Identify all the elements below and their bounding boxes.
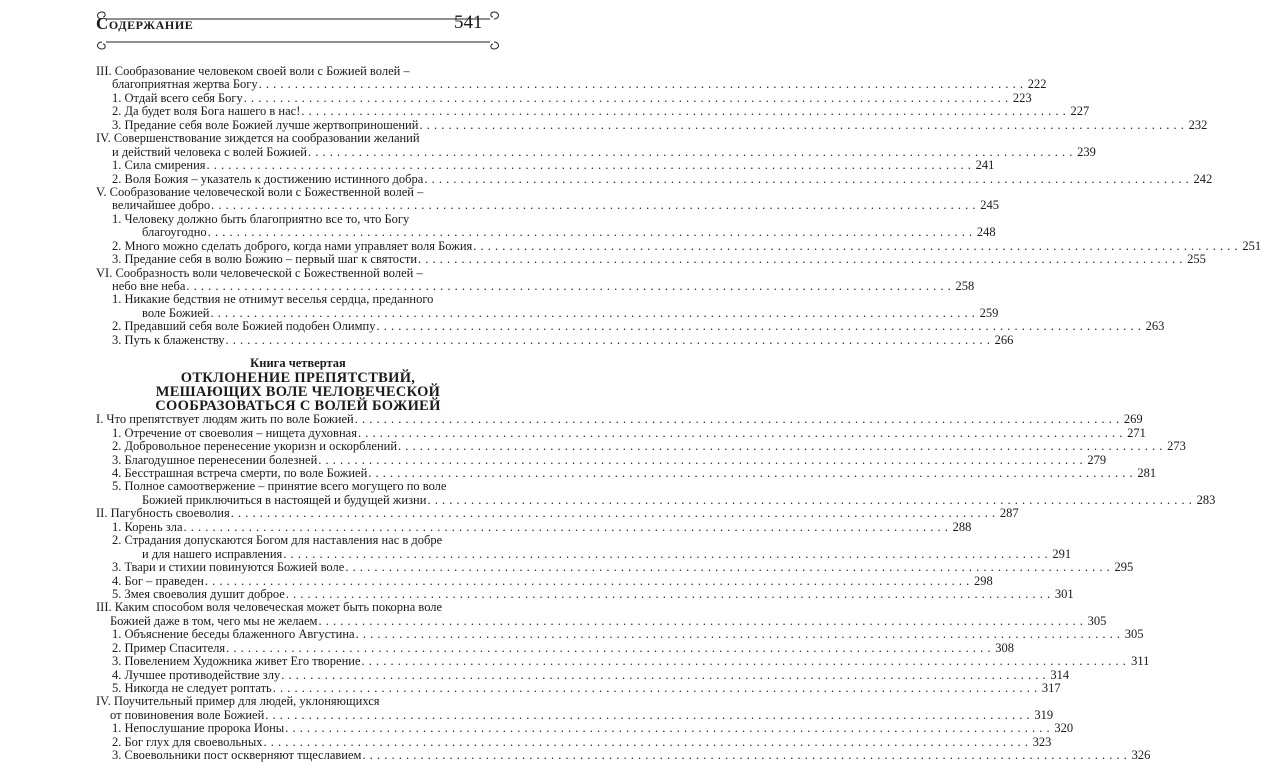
dot-leader bbox=[356, 628, 1121, 641]
toc-entry-text: 2. Да будет воля Бога нашего в нас! bbox=[112, 104, 301, 119]
toc-entry-text: 2. Предавший себя воле Божией подобен Олимпу bbox=[112, 319, 376, 334]
toc-entry bbox=[96, 117, 1208, 132]
dot-leader bbox=[186, 280, 951, 293]
toc-entry-page: 320 bbox=[1054, 721, 1074, 736]
toc-entry bbox=[96, 654, 1150, 669]
toc-entry bbox=[96, 267, 500, 280]
toc-entry bbox=[96, 132, 500, 145]
toc-entry-page: 287 bbox=[999, 506, 1019, 521]
dot-leader bbox=[355, 413, 1120, 426]
toc-entry-text: благоугодно bbox=[142, 225, 207, 240]
dot-leader bbox=[211, 307, 976, 320]
toc-entry-text: 2. Бог глух для своевольных bbox=[112, 734, 263, 749]
dot-leader bbox=[226, 642, 991, 655]
toc-entry bbox=[96, 721, 1074, 736]
dot-leader bbox=[368, 467, 1133, 480]
toc-entry-text: 1. Корень зла bbox=[112, 519, 183, 534]
book-label: Книга четвертая bbox=[250, 356, 346, 371]
toc-entry bbox=[96, 293, 500, 306]
toc-entry-page: 279 bbox=[1087, 452, 1107, 467]
dot-leader bbox=[205, 575, 970, 588]
dot-leader bbox=[473, 240, 1238, 253]
dot-leader bbox=[362, 655, 1127, 668]
toc-entry-page: 273 bbox=[1167, 439, 1186, 454]
dot-leader bbox=[419, 119, 1184, 132]
toc-entry-page: 319 bbox=[1034, 707, 1054, 722]
toc-entry bbox=[96, 492, 1216, 507]
toc-entry bbox=[96, 573, 993, 588]
toc-entry-page: 281 bbox=[1137, 466, 1157, 480]
toc-entry bbox=[96, 332, 1014, 347]
toc-entry bbox=[96, 480, 500, 493]
page-number: 541 bbox=[454, 12, 483, 33]
toc-entry bbox=[96, 305, 999, 320]
toc-entry-text: 2. Страдания допускаются Богом для наставления нас в добре bbox=[112, 533, 443, 548]
dot-leader bbox=[285, 722, 1050, 735]
toc-entry-text: IV. Совершенствование зиждется на сообразовании желаний bbox=[96, 131, 420, 146]
toc-entry bbox=[96, 319, 1165, 334]
toc-entry-page: 301 bbox=[1054, 586, 1074, 601]
toc-entry bbox=[96, 601, 500, 614]
toc-entry bbox=[96, 225, 996, 240]
toc-entry bbox=[96, 412, 1143, 427]
toc-entry-text: 4. Лучшее противодействие злу bbox=[112, 667, 281, 682]
toc-entry-page: 305 bbox=[1087, 613, 1107, 628]
toc-entry bbox=[96, 158, 995, 173]
toc-entry bbox=[96, 613, 1107, 628]
toc-entry-text: 5. Никогда не следует роптать bbox=[112, 681, 272, 695]
toc-entry bbox=[96, 586, 1074, 601]
dot-leader bbox=[273, 682, 1038, 695]
dot-leader bbox=[207, 159, 972, 172]
book-title-line-2: МЕШАЮЩИХ ВОЛЕ ЧЕЛОВЕЧЕСКОЙ bbox=[155, 383, 441, 400]
toc-entry-page: 271 bbox=[1127, 425, 1146, 440]
toc-entry-text: Божией даже в том, чего мы не желаем bbox=[110, 613, 318, 628]
toc-entry-page: 311 bbox=[1131, 654, 1150, 669]
dot-leader bbox=[283, 548, 1048, 561]
toc-entry-text: III. Сообразование человеком своей воли с Божией волей – bbox=[96, 64, 410, 78]
dot-leader bbox=[308, 146, 1073, 159]
table-of-contents bbox=[96, 64, 1261, 763]
toc-entry-text: 3. Предание себя в волю Божию – первый шаг к святости bbox=[112, 252, 418, 267]
toc-entry bbox=[96, 186, 500, 199]
toc-entry-page: 232 bbox=[1188, 117, 1208, 132]
toc-entry-text: I. Что препятствует людям жить по воле Божией bbox=[96, 412, 354, 427]
dot-leader bbox=[184, 521, 949, 534]
toc-entry-page: 305 bbox=[1124, 627, 1144, 642]
toc-entry-text: II. Пагубность своеволия bbox=[96, 506, 230, 521]
toc-entry-page: 251 bbox=[1242, 238, 1261, 253]
toc-entry bbox=[96, 640, 1014, 655]
toc-entry-text: 1. Отречение от своеволия – нищета духовная bbox=[112, 425, 357, 440]
dot-leader bbox=[424, 173, 1189, 186]
toc-entry bbox=[96, 560, 1134, 575]
toc-entry bbox=[96, 279, 975, 293]
toc-entry-page: 291 bbox=[1052, 546, 1072, 561]
toc-entry-page: 317 bbox=[1041, 681, 1061, 695]
toc-entry-text: 5. Змея своеволия душит доброе bbox=[112, 586, 285, 601]
toc-entry bbox=[96, 104, 1090, 119]
toc-entry bbox=[96, 452, 1107, 467]
toc-entry bbox=[96, 748, 1151, 763]
toc-entry-text: VI. Сообразность воли человеческой с Божественной волей – bbox=[96, 265, 423, 280]
toc-entry-text: небо вне неба bbox=[112, 279, 186, 293]
toc-entry-page: 248 bbox=[976, 225, 996, 240]
toc-entry-page: 288 bbox=[952, 519, 972, 534]
toc-entry-page: 239 bbox=[1077, 144, 1096, 159]
toc-entry-page: 295 bbox=[1114, 560, 1134, 575]
toc-entry bbox=[96, 546, 1072, 561]
toc-entry-text: 3. Предание себя воле Божией лучше жертвоприношений bbox=[112, 117, 419, 132]
toc-entry bbox=[96, 213, 500, 226]
toc-entry-text: 1. Объяснение беседы блаженного Августина bbox=[112, 627, 355, 642]
toc-entry-text: воле Божией bbox=[142, 305, 210, 320]
dot-leader bbox=[318, 615, 1083, 628]
dot-leader bbox=[211, 199, 976, 212]
dot-leader bbox=[265, 709, 1030, 722]
toc-entry-page: 258 bbox=[955, 279, 975, 293]
dot-leader bbox=[376, 320, 1141, 333]
dot-leader bbox=[208, 226, 973, 239]
toc-entry-text: 1. Человеку должно быть благоприятно все то, что Богу bbox=[112, 211, 410, 226]
dot-leader bbox=[301, 105, 1066, 118]
book-title-line-3: СООБРАЗОВАТЬСЯ С ВОЛЕЙ БОЖИЕЙ bbox=[155, 398, 441, 415]
toc-entry-text: 1. Сила смирения bbox=[112, 158, 206, 173]
toc-entry-text: 1. Отдай всего себя Богу bbox=[112, 90, 243, 105]
toc-entry-text: и для нашего исправления bbox=[142, 546, 283, 561]
bottom-ornament-rule bbox=[96, 38, 500, 52]
toc-entry bbox=[96, 695, 500, 708]
toc-entry bbox=[96, 519, 972, 534]
toc-entry-text: 3. Повелением Художника живет Его творение bbox=[112, 654, 361, 669]
running-header-title: Содержание bbox=[96, 14, 194, 33]
dot-leader bbox=[226, 334, 991, 347]
toc-entry-text: 2. Добровольное перенесение укоризн и оскорблений bbox=[112, 439, 398, 454]
dot-leader bbox=[281, 669, 1046, 682]
toc-entry-text: 1. Никакие бедствия не отнимут веселья сердца, преданного bbox=[112, 292, 434, 307]
toc-entry-text: величайшее добро bbox=[112, 198, 211, 213]
book-title-line-1: ОТКЛОНЕНИЕ ПРЕПЯТСТВИЙ, bbox=[180, 369, 416, 386]
toc-entry-text: 3. Благодушное перенесении болезней bbox=[112, 452, 318, 467]
dot-leader bbox=[345, 561, 1110, 574]
toc-entry-page: 259 bbox=[979, 305, 999, 320]
toc-entry-page: 223 bbox=[1012, 90, 1032, 105]
toc-entry-text: 2. Пример Спасителя bbox=[112, 640, 226, 655]
toc-entry-page: 242 bbox=[1193, 171, 1213, 186]
toc-entry-page: 255 bbox=[1187, 252, 1206, 267]
toc-entry-text: III. Каким способом воля человеческая может быть покорна воле bbox=[96, 600, 443, 615]
toc-section-book3 bbox=[96, 64, 1261, 347]
toc-entry-text: 3. Путь к блаженству bbox=[112, 332, 225, 347]
toc-entry-page: 308 bbox=[995, 640, 1014, 655]
toc-entry bbox=[96, 667, 1070, 682]
toc-entry-page: 266 bbox=[994, 332, 1014, 347]
toc-entry bbox=[96, 238, 1261, 253]
toc-entry bbox=[96, 534, 500, 547]
toc-entry-text: V. Сообразование человеческой воли с Божественной волей – bbox=[96, 184, 424, 199]
toc-section-book4 bbox=[96, 412, 1216, 763]
toc-entry-text: и действий человека с волей Божией bbox=[112, 144, 307, 159]
toc-entry bbox=[96, 77, 1047, 92]
toc-entry bbox=[96, 681, 1061, 695]
toc-entry-text: 5. Полное самоотвержение – принятие всего могущего по воле bbox=[112, 479, 447, 494]
dot-leader bbox=[264, 736, 1029, 749]
toc-entry bbox=[96, 144, 1096, 159]
toc-entry-page: 298 bbox=[973, 573, 993, 588]
toc-entry bbox=[96, 466, 1157, 480]
toc-entry-text: 3. Твари и стихии повинуются Божией воле bbox=[112, 560, 345, 575]
toc-entry bbox=[96, 90, 1032, 105]
toc-entry-text: 1. Непослушание пророка Ионы bbox=[112, 721, 285, 736]
toc-entry bbox=[96, 198, 1000, 213]
toc-entry-text: 2. Много можно сделать доброго, когда нами управляет воля Божия bbox=[112, 238, 473, 253]
toc-entry bbox=[96, 439, 1186, 454]
toc-entry-page: 241 bbox=[975, 158, 995, 173]
dot-leader bbox=[318, 454, 1083, 467]
toc-entry-page: 227 bbox=[1070, 104, 1090, 119]
toc-entry-text: 4. Бог – праведен bbox=[112, 573, 204, 588]
dot-leader bbox=[418, 253, 1183, 266]
toc-entry-page: 245 bbox=[980, 198, 1000, 213]
toc-entry bbox=[96, 506, 1019, 521]
toc-entry-page: 326 bbox=[1131, 748, 1151, 763]
dot-leader bbox=[427, 494, 1192, 507]
dot-leader bbox=[231, 507, 996, 520]
toc-entry-text: IV. Поучительный пример для людей, уклоняющихся bbox=[96, 694, 380, 709]
toc-entry-page: 323 bbox=[1032, 734, 1052, 749]
toc-entry bbox=[96, 65, 500, 78]
toc-entry-text: Божией приключиться в настоящей и будущей жизни bbox=[142, 492, 427, 507]
toc-entry-text: благоприятная жертва Богу bbox=[112, 77, 258, 92]
toc-entry-text: от повиновения воле Божией bbox=[110, 707, 265, 722]
toc-entry-page: 263 bbox=[1145, 319, 1165, 334]
toc-entry bbox=[96, 734, 1052, 749]
toc-entry bbox=[96, 425, 1146, 440]
dot-leader bbox=[398, 440, 1163, 453]
toc-entry-text: 3. Своевольники пост оскверняют тщеславием bbox=[112, 748, 362, 763]
toc-entry-page: 283 bbox=[1196, 492, 1216, 507]
toc-entry bbox=[96, 627, 1144, 642]
toc-entry bbox=[96, 171, 1213, 186]
dot-leader bbox=[286, 588, 1051, 601]
toc-entry bbox=[96, 707, 1054, 722]
toc-entry bbox=[96, 252, 1206, 267]
toc-entry-page: 269 bbox=[1123, 412, 1143, 427]
dot-leader bbox=[259, 78, 1024, 91]
toc-entry-page: 314 bbox=[1050, 667, 1070, 682]
toc-entry-page: 222 bbox=[1027, 77, 1047, 92]
dot-leader bbox=[244, 92, 1009, 105]
toc-entry-text: 2. Воля Божия – указатель к достижению истинного добра bbox=[112, 171, 424, 186]
dot-leader bbox=[358, 427, 1123, 440]
toc-entry-text: 4. Бесстрашная встреча смерти, по воле Божией bbox=[112, 466, 368, 480]
dot-leader bbox=[362, 749, 1127, 762]
